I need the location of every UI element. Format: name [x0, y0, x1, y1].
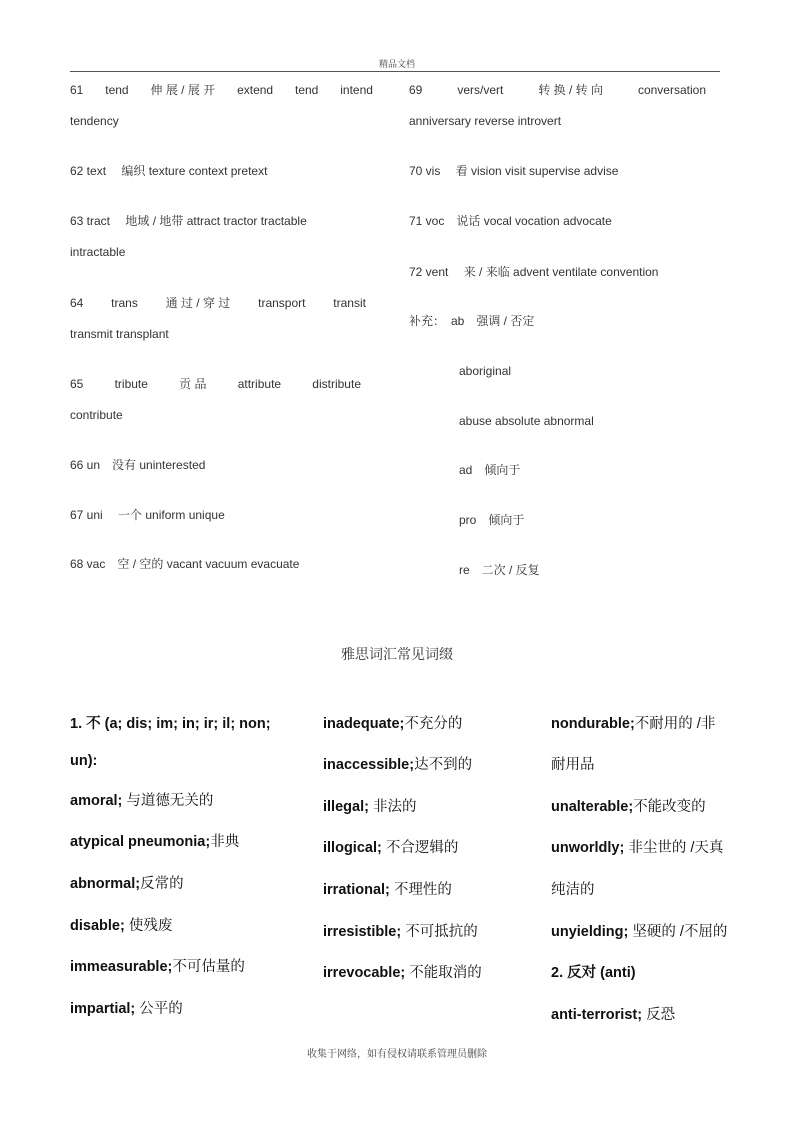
vocab-row: [323, 712, 462, 733]
left-entry-token: tend: [294, 83, 319, 97]
right-entry-line: 补充： ab 强调 / 否定: [409, 314, 535, 328]
vocab-word: irresistible;: [323, 924, 402, 940]
left-entry-continuation: transmit transplant: [70, 327, 169, 341]
vocab-word: inadequate;: [323, 716, 405, 732]
vocab-row: [551, 753, 595, 774]
right-entry: [409, 313, 534, 329]
vocab-row: [551, 1003, 675, 1024]
vocab-word: illogical;: [323, 840, 382, 856]
vocab-word: 2. 反对 (anti): [551, 965, 636, 981]
vocab-word: unyielding;: [551, 924, 629, 940]
left-entry-token: 通 过 / 穿 过: [165, 296, 231, 310]
left-entry-line: 68 vac 空 / 空的 vacant vacuum evacuate: [70, 557, 300, 571]
vocab-word: irrevocable;: [323, 965, 406, 981]
vocab-word: unalterable;: [551, 799, 634, 815]
vocab-meaning: 纯洁的: [551, 882, 595, 898]
vocab-word: abnormal;: [70, 876, 141, 892]
vocab-word: anti-terrorist;: [551, 1007, 643, 1023]
vocab-row: [551, 920, 727, 941]
vocab-row: [323, 920, 478, 941]
left-entry: [70, 295, 366, 342]
right-entry-token: conversation: [637, 83, 706, 97]
supplement-item: ad 倾向于: [459, 463, 521, 477]
vocab-meaning: 耐用品: [551, 757, 595, 773]
left-entry-line: 63 tract 地域 / 地带 attract tractor tractable: [70, 214, 307, 228]
vocab-word: irrational;: [323, 882, 390, 898]
right-entry-line: 72 vent 来 / 来临 advent ventilate convention: [409, 265, 659, 279]
vocab-row: [551, 795, 706, 816]
left-entry-continuation: intractable: [70, 245, 126, 259]
left-entry-token: transport: [258, 296, 306, 310]
vocab-word: illegal;: [323, 799, 369, 815]
left-entry-token: tend: [105, 83, 129, 97]
vocab-meaning: 与道德无关的: [122, 793, 214, 809]
right-entry-token: 转 换 / 转 向: [538, 83, 603, 97]
vocab-row: [551, 961, 636, 982]
vocab-word: inaccessible;: [323, 757, 415, 773]
vocab-meaning: 不耐用的 /非: [634, 716, 716, 732]
vocab-word: disable;: [70, 918, 125, 934]
right-entry-continuation: anniversary reverse introvert: [409, 114, 562, 128]
right-entry: [409, 82, 706, 129]
vocab-meaning: 非法的: [368, 799, 417, 815]
left-entry-token: transit: [333, 296, 366, 310]
left-entry-token: 65: [70, 377, 84, 391]
right-entry: [409, 213, 612, 229]
vocab-meaning: 不充分的: [404, 716, 463, 732]
left-entry: [70, 507, 225, 523]
vocab-word: impartial;: [70, 1001, 136, 1017]
vocab-row: [323, 753, 472, 774]
vocab-meaning: 不可估量的: [172, 959, 245, 975]
left-entry-line: 67 uni 一个 uniform unique: [70, 508, 225, 522]
right-entry: [409, 163, 618, 179]
vocab-row: [551, 878, 595, 899]
vocab-word: amoral;: [70, 793, 123, 809]
left-entry-token: 贡 品: [179, 377, 207, 391]
vocab-word: 1. 不 (a; dis; im; in; ir; il; non;: [70, 716, 271, 732]
vocab-column-3: [551, 712, 731, 1042]
left-entry-token: distribute: [312, 377, 361, 391]
vocab-row: [323, 961, 482, 982]
right-root-list: [409, 0, 709, 600]
vocab-meaning: 公平的: [135, 1001, 183, 1017]
right-entry: [409, 264, 658, 280]
vocab-row: [551, 836, 723, 857]
vocab-row: [323, 795, 416, 816]
vocab-meaning: 坚硬的 /不屈的: [628, 924, 728, 940]
vocab-column-2: [323, 712, 543, 1042]
vocab-row: [70, 997, 183, 1018]
vocab-row: [323, 878, 452, 899]
left-entry: [70, 376, 361, 423]
left-entry: [70, 556, 299, 572]
vocab-meaning: 非典: [210, 834, 240, 850]
footer-note: 收集于网络，如有侵权请联系管理员删除: [307, 1049, 487, 1060]
vocab-meaning: 非尘世的 /天真: [624, 840, 724, 856]
left-entry: [70, 163, 267, 179]
right-entry-token: vers/vert: [457, 83, 504, 97]
supplement-item: aboriginal: [459, 364, 512, 378]
vocab-meaning: 不能改变的: [633, 799, 706, 815]
left-entry-token: trans: [111, 296, 138, 310]
right-entry-line: 71 voc 说话 vocal vocation advocate: [409, 214, 612, 228]
vocab-word: un):: [70, 753, 98, 769]
left-entry-line: [70, 295, 366, 311]
left-entry: [70, 82, 373, 129]
vocab-row: [70, 914, 172, 935]
vocab-meaning: 达不到的: [414, 757, 473, 773]
left-entry: [70, 457, 205, 473]
supplement-item: abuse absolute abnormal: [459, 414, 594, 428]
section-title: 雅思词汇常见词缀: [341, 647, 453, 663]
vocab-word: nondurable;: [551, 716, 635, 732]
right-entry-line: [409, 82, 706, 98]
header-title: 精品文档: [378, 59, 415, 69]
vocab-word: atypical pneumonia;: [70, 834, 211, 850]
supplement-item: re 二次 / 反复: [459, 563, 540, 577]
vocab-meaning: 不可抵抗的: [401, 924, 478, 940]
vocab-word: immeasurable;: [70, 959, 173, 975]
left-entry-line: [70, 82, 373, 98]
vocab-row: [70, 955, 245, 976]
vocab-row: [551, 712, 715, 733]
vocab-meaning: 不理性的: [389, 882, 452, 898]
left-entry-continuation: tendency: [70, 114, 119, 128]
left-entry-token: extend: [237, 83, 274, 97]
left-entry-token: attribute: [237, 377, 282, 391]
left-entry-token: intend: [340, 83, 373, 97]
left-entry-token: tribute: [114, 377, 148, 391]
supplement-item: pro 倾向于: [459, 513, 525, 527]
left-entry: [70, 213, 307, 260]
left-entry-token: 伸 展 / 展 开: [150, 83, 216, 97]
left-entry-token: 61: [70, 83, 84, 97]
vocab-row: [70, 789, 213, 810]
vocab-row: [70, 830, 239, 851]
left-entry-token: 64: [70, 296, 84, 310]
left-root-list: [70, 0, 376, 600]
left-entry-continuation: contribute: [70, 408, 123, 422]
right-entry-token: 69: [409, 83, 423, 97]
left-entry-line: [70, 376, 361, 392]
vocab-meaning: 使残废: [124, 918, 173, 934]
vocab-row: [323, 836, 458, 857]
vocab-row: [70, 712, 271, 733]
vocab-column-1: [70, 712, 310, 1042]
right-entry-line: 70 vis 看 vision visit supervise advise: [409, 164, 619, 178]
left-entry-line: 66 un 没有 uninterested: [70, 458, 206, 472]
vocab-meaning: 反恐: [642, 1007, 676, 1023]
vocab-meaning: 不合逻辑的: [381, 840, 459, 856]
vocab-row: [70, 753, 97, 769]
vocab-meaning: 不能取消的: [405, 965, 482, 981]
left-entry-line: 62 text 编织 texture context pretext: [70, 164, 268, 178]
vocab-meaning: 反常的: [140, 876, 184, 892]
vocab-word: unworldly;: [551, 840, 625, 856]
vocab-row: [70, 872, 184, 893]
